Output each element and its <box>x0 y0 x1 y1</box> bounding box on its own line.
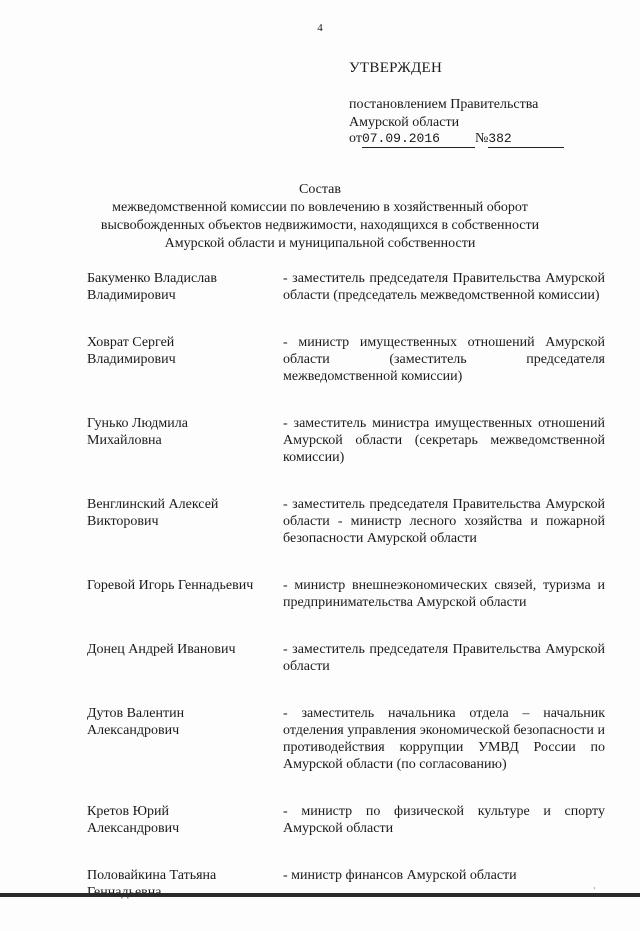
page-number: 4 <box>317 22 323 34</box>
members-list <box>87 270 607 931</box>
member-name: Дутов Валентин Александрович <box>87 706 185 738</box>
member-role: - министр имущественных отношений Амурской области (заместитель председателя межведомственной комиссии) <box>283 335 605 384</box>
title-heading: Состав <box>298 182 341 197</box>
member-name: Гунько Людмила Михайловна <box>87 416 188 448</box>
member-name: Кретов Юрий Александрович <box>87 804 180 836</box>
member-name: Донец Андрей Иванович <box>87 642 236 657</box>
member-row <box>87 496 607 547</box>
page-bottom-edge <box>0 893 640 897</box>
member-role: - министр по физической культуре и спорту Амурской области <box>283 804 605 836</box>
title-line-1: межведомственной комиссии по вовлечению в хозяйственный оборот <box>112 200 528 215</box>
approval-date-line <box>349 131 564 148</box>
member-row <box>87 705 607 773</box>
member-row <box>87 641 607 675</box>
member-name: Ховрат Сергей Владимирович <box>87 335 176 367</box>
number-prefix: № <box>474 131 489 146</box>
member-role: - заместитель председателя Правительства Амурской области <box>283 642 605 674</box>
approval-line-1: постановлением Правительства <box>349 97 539 112</box>
member-role: - заместитель министра имущественных отношений Амурской области (секретарь межведомственной комиссии) <box>283 416 605 465</box>
approval-stamp-title: УТВЕРЖДЕН <box>349 60 443 76</box>
member-row <box>87 803 607 837</box>
title-line-3: Амурской области и муниципальной собственности <box>164 236 476 251</box>
scan-mark: · <box>593 884 596 893</box>
member-name: Бакуменко Владислав Владимирович <box>87 271 218 303</box>
member-name: Половайкина Татьяна <box>87 868 217 883</box>
title-line-2: высвобожденных объектов недвижимости, находящихся в собственности <box>100 218 540 233</box>
member-role: - министр финансов Амурской области <box>283 868 517 883</box>
approval-number: 382 <box>488 131 512 146</box>
member-row <box>87 577 607 611</box>
approval-date: 07.09.2016 <box>361 131 440 146</box>
member-name: Венглинский Алексей Викторович <box>87 497 219 529</box>
member-role: - заместитель председателя Правительства Амурской области (председатель межведомственной комиссии) <box>283 271 605 303</box>
member-row <box>87 270 607 304</box>
date-prefix: от <box>349 131 362 146</box>
member-role: - заместитель начальника отдела – начальник отделения управления экономической безопасности и противодействия коррупции УМВД России по Амурской области (по согласованию) <box>283 706 605 772</box>
approval-line-2: Амурской области <box>349 115 460 130</box>
member-row <box>87 415 607 466</box>
member-role: - заместитель председателя Правительства Амурской области - министр лесного хозяйства и пожарной безопасности Амурской области <box>283 497 605 546</box>
member-row <box>87 334 607 385</box>
member-role: - министр внешнеэкономических связей, туризма и предпринимательства Амурской области <box>283 578 605 610</box>
member-name: Горевой Игорь Геннадьевич <box>87 578 254 593</box>
document-title <box>95 181 545 253</box>
